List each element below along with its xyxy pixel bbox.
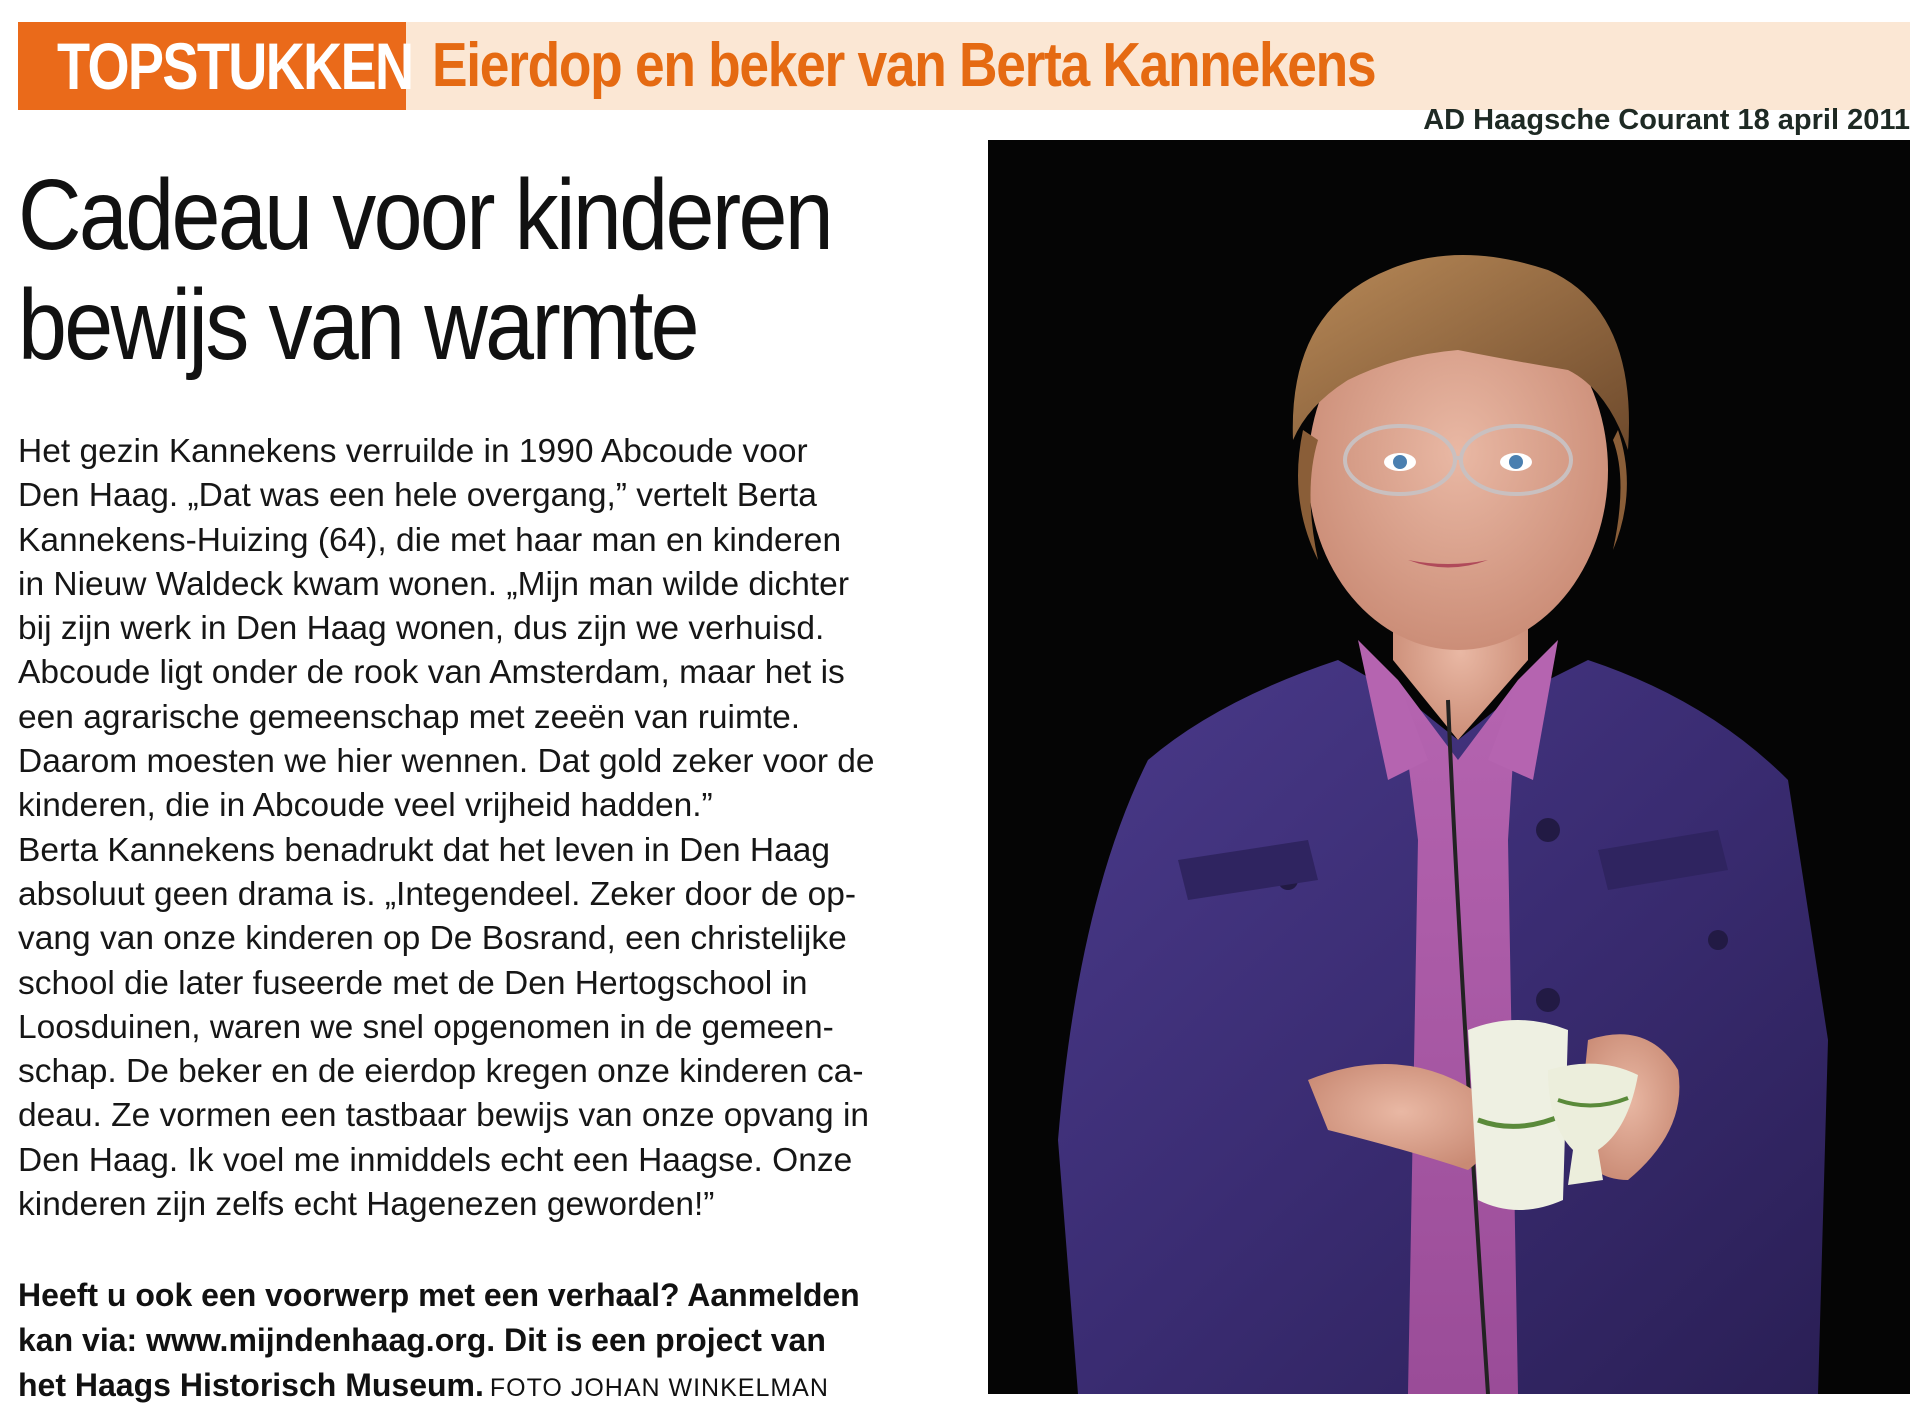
section-title: [432, 22, 1529, 110]
body-line: kinderen zijn zelfs echt Hagenezen geworden!”: [18, 1186, 715, 1224]
body-line: Den Haag. „Dat was een hele overgang,” vertelt Berta: [18, 477, 817, 515]
body-line: een agrarische gemeenschap met zeeën van ruimte.: [18, 698, 801, 736]
body-line: in Nieuw Waldeck kwam wonen. „Mijn man wilde dichter: [18, 565, 849, 603]
body-line: deau. Ze vormen een tastbaar bewijs van onze opvang in: [18, 1097, 870, 1135]
body-line: Daarom moesten we hier wennen. Dat gold zeker voor de: [18, 743, 875, 781]
body-line: vang van onze kinderen op De Bosrand, een christelijke: [18, 920, 847, 958]
portrait-illustration: [988, 140, 1910, 1394]
body-line: Abcoude ligt onder de rook van Amsterdam, maar het is: [18, 654, 845, 692]
call-to-action: [18, 1273, 978, 1411]
headline-line: bewijs van warmte: [18, 269, 697, 381]
cta-line: kan via: www.mijndenhaag.org. Dit is een project van: [18, 1322, 826, 1358]
cta-line-last: [18, 1363, 978, 1411]
body-line: Den Haag. Ik voel me inmiddels echt een Haagse. Onze: [18, 1141, 853, 1179]
body-line: kinderen, die in Abcoude veel vrijheid hadden.”: [18, 787, 713, 825]
headline: [18, 160, 978, 380]
cta-line: het Haags Historisch Museum.: [18, 1367, 484, 1403]
portrait-photo: [988, 140, 1910, 1394]
photo-credit: FOTO JOHAN WINKELMAN: [489, 1374, 829, 1402]
body-line: absoluut geen drama is. „Integendeel. Zeker door de op-: [18, 875, 857, 913]
body-line: bij zijn werk in Den Haag wonen, dus zijn we verhuisd.: [18, 610, 825, 648]
section-kicker-text: TOPSTUKKEN: [57, 29, 413, 103]
body-line: Loosduinen, waren we snel opgenomen in de gemeen-: [18, 1008, 834, 1046]
body-line: school die later fuseerde met de Den Hertogschool in: [18, 964, 808, 1002]
section-kicker: [18, 22, 413, 110]
body-line: Het gezin Kannekens verruilde in 1990 Abcoude voor: [18, 433, 808, 470]
article-body: [18, 430, 948, 1227]
headline-line: Cadeau voor kinderen: [18, 159, 832, 271]
section-title-text: Eierdop en beker van Berta Kannekens: [432, 31, 1376, 100]
body-line: Kannekens-Huizing (64), die met haar man en kinderen: [18, 521, 842, 559]
cta-line: Heeft u ook een voorwerp met een verhaal? Aanmelden: [18, 1277, 860, 1313]
body-line: Berta Kannekens benadrukt dat het leven in Den Haag: [18, 831, 830, 869]
body-line: schap. De beker en de eierdop kregen onze kinderen ca-: [18, 1053, 864, 1091]
source-line: AD Haagsche Courant 18 april 2011: [1423, 104, 1910, 136]
